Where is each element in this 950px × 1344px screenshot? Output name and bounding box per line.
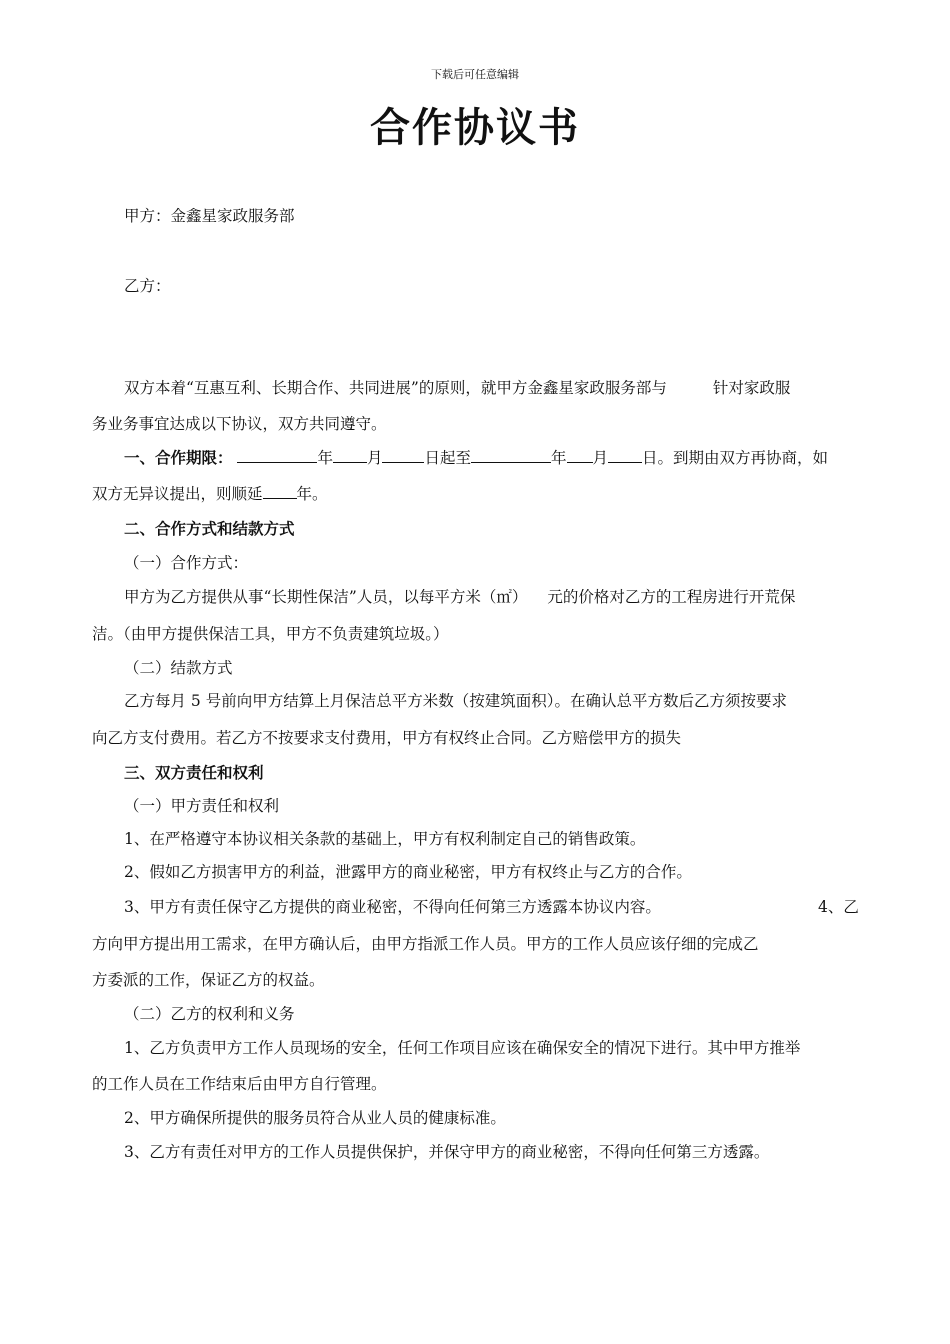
section-2-para-1-line-1 xyxy=(124,585,894,609)
section-3-heading xyxy=(124,761,894,785)
section-3-b-item-1-line-2: 的工作人员在工作结束后由甲方自行管理。 xyxy=(92,1075,387,1093)
blank-end-year xyxy=(471,446,551,463)
label-year-2: 年 xyxy=(551,449,567,467)
section-1-line-2 xyxy=(92,482,862,506)
section-3-sub-1: （一）甲方责任和权利 xyxy=(124,797,280,815)
item-3-text: 3、甲方有责任保守乙方提供的商业秘密，不得向任何第三方透露本协议内容。 xyxy=(124,898,661,916)
price-text-a: 甲方为乙方提供从事“长期性保洁”人员，以每平方米（㎡） xyxy=(124,588,528,606)
item-4-start: 4、乙 xyxy=(818,898,859,916)
section-3-a-item-4-line-2: 方向甲方提出用工需求，在甲方确认后，由甲方指派工作人员。甲方的工作人员应该仔细的完成乙 xyxy=(92,935,759,953)
blank-start-year xyxy=(237,446,317,463)
extend-text: 双方无异议提出，则顺延 xyxy=(92,485,263,503)
intro-line-2: 务业务事宜达成以下协议，双方共同遵守。 xyxy=(92,415,387,433)
section-2-heading xyxy=(124,517,894,541)
price-text-b: 元的价格对乙方的工程房进行开荒保 xyxy=(547,588,796,606)
blank-end-month xyxy=(567,446,593,463)
document-title: 合作协议书 xyxy=(370,104,580,151)
intro-text-b: 针对家政服 xyxy=(712,379,791,397)
party-b-line: 乙方： xyxy=(124,277,171,295)
intro-line-1 xyxy=(124,376,894,400)
section-3-a-item-4-line-3: 方委派的工作，保证乙方的权益。 xyxy=(92,971,325,989)
section-2-heading-text: 二、合作方式和结款方式 xyxy=(124,519,295,538)
label-day-from: 日起至 xyxy=(424,449,471,467)
section-3-a-item-3 xyxy=(124,895,894,919)
blank-end-day xyxy=(608,446,642,463)
header-note: 下载后可任意编辑 xyxy=(431,68,519,81)
blank-start-day xyxy=(382,446,424,463)
label-day-end: 日。到期由双方再协商，如 xyxy=(642,449,829,467)
section-3-heading-text: 三、双方责任和权利 xyxy=(124,763,264,782)
section-1-line-1 xyxy=(124,446,894,470)
label-year: 年 xyxy=(317,449,333,467)
section-3-b-item-1-line-1: 1、乙方负责甲方工作人员现场的安全，任何工作项目应该在确保安全的情况下进行。其中甲方推举 xyxy=(124,1039,801,1057)
section-2-para-2-line-1: 乙方每月 5 号前向甲方结算上月保洁总平方米数（按建筑面积）。在确认总平方数后乙方须按要求 xyxy=(124,692,787,710)
label-month-2: 月 xyxy=(592,449,609,467)
section-2-sub-2: （二）结款方式 xyxy=(124,659,233,677)
section-2-sub-1: （一）合作方式： xyxy=(124,554,249,572)
section-2-para-1-line-2: 洁。（由甲方提供保洁工具，甲方不负责建筑垃圾。） xyxy=(92,625,449,643)
extend-text-end: 年。 xyxy=(296,485,328,503)
intro-text-a: 双方本着“互惠互利、长期合作、共同进展”的原则，就甲方金鑫星家政服务部与 xyxy=(124,379,667,397)
section-3-b-item-2: 2、甲方确保所提供的服务员符合从业人员的健康标准。 xyxy=(124,1109,506,1127)
party-a-line: 甲方：金鑫星家政服务部 xyxy=(124,207,295,225)
section-1-heading: 一、合作期限： xyxy=(124,448,233,467)
section-3-sub-2: （二）乙方的权利和义务 xyxy=(124,1005,295,1023)
section-3-a-item-2: 2、假如乙方损害甲方的利益，泄露甲方的商业秘密，甲方有权终止与乙方的合作。 xyxy=(124,863,692,881)
section-3-a-item-1: 1、在严格遵守本协议相关条款的基础上，甲方有权利制定自己的销售政策。 xyxy=(124,830,646,848)
blank-start-month xyxy=(333,446,367,463)
section-3-b-item-3: 3、乙方有责任对甲方的工作人员提供保护，并保守甲方的商业秘密，不得向任何第三方透露。 xyxy=(124,1143,770,1161)
section-2-para-2-line-2: 向乙方支付费用。若乙方不按要求支付费用，甲方有权终止合同。乙方赔偿甲方的损失 xyxy=(92,729,682,747)
blank-extend-years xyxy=(263,482,297,499)
label-month: 月 xyxy=(366,449,383,467)
